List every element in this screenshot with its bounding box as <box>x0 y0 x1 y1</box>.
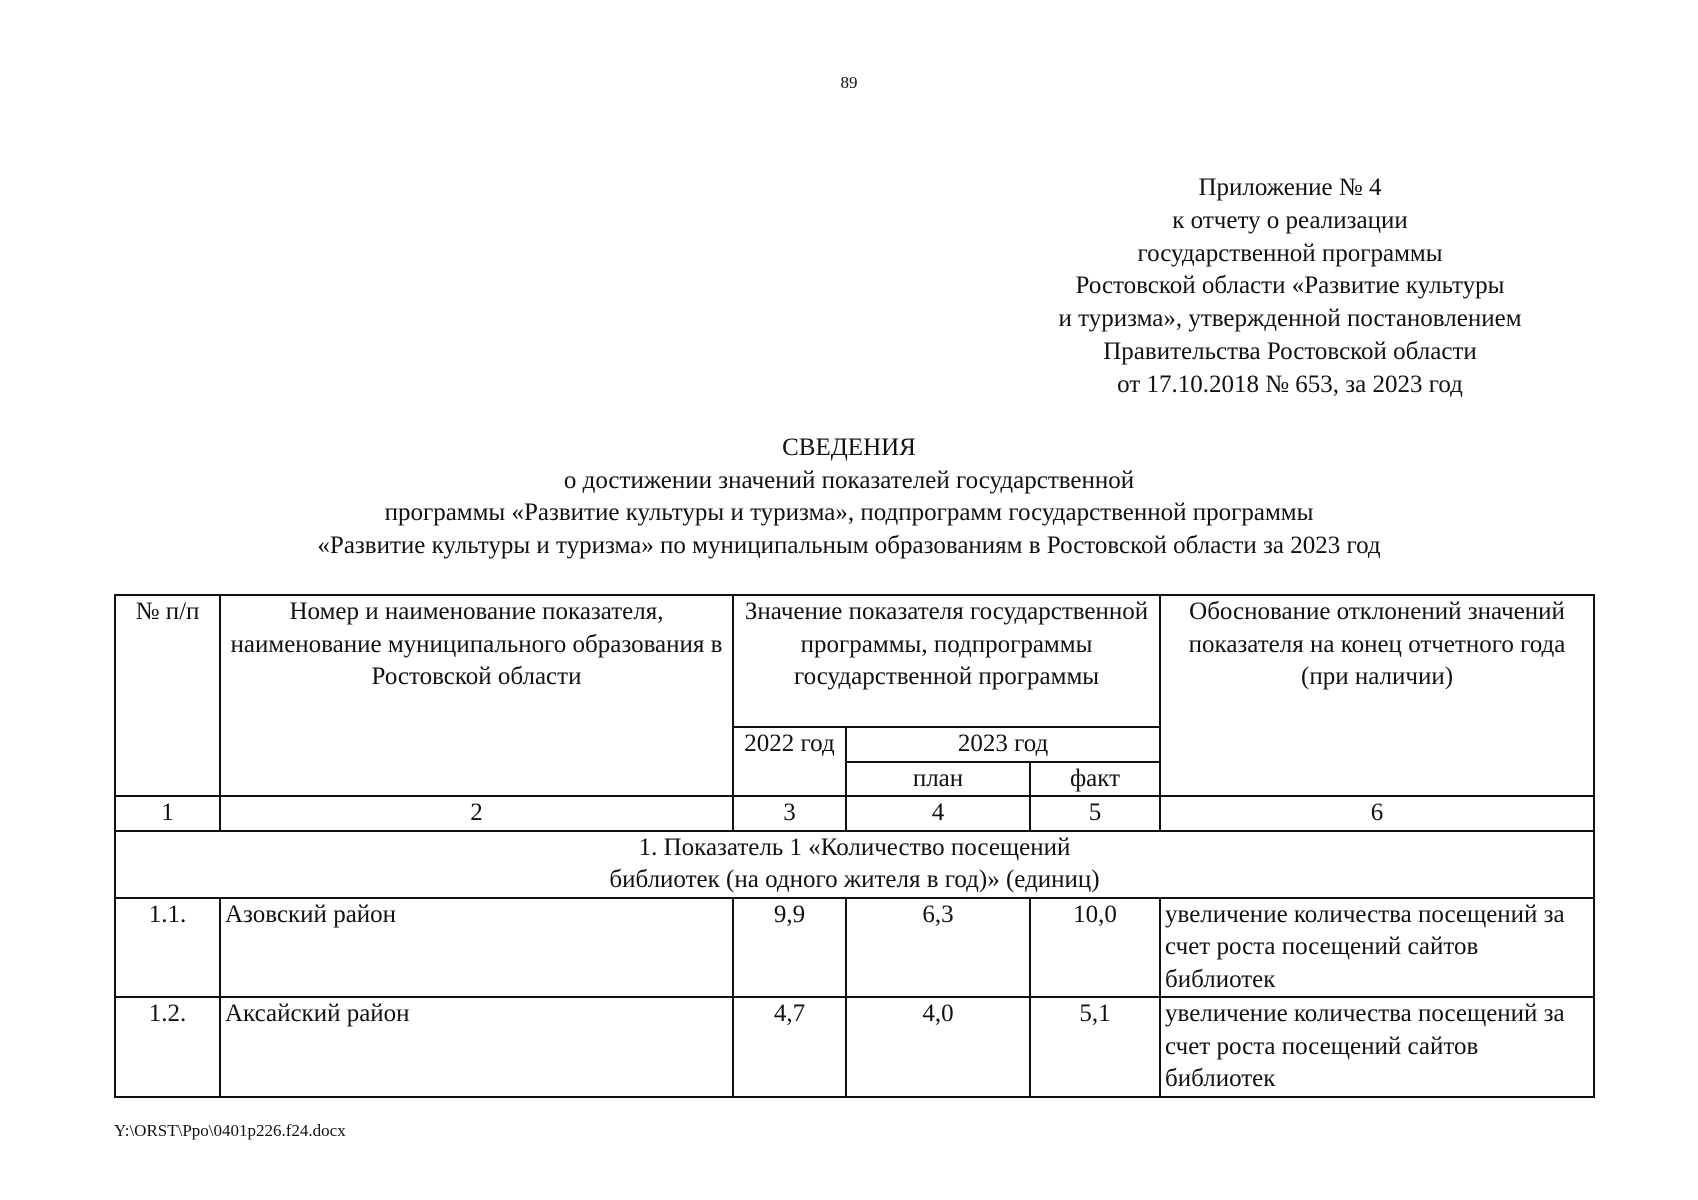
table-row <box>115 898 1594 998</box>
section-title-line: 1. Показатель 1 «Количество посещений <box>638 833 1071 861</box>
row-fact: 5,1 <box>1030 997 1160 1097</box>
header-name: Номер и наименование показателя, наименование муниципального образования в Ростовской области <box>220 595 733 796</box>
header-num: № п/п <box>115 595 220 796</box>
appendix-line: от 17.10.2018 № 653, за 2023 год <box>1117 370 1463 398</box>
row-note: увеличение количества посещений за счет роста посещений сайтов библиотек <box>1160 898 1594 998</box>
document-title <box>0 432 1698 562</box>
title-line: о достижении значений показателей государственной <box>563 466 1135 494</box>
page-number: 89 <box>840 73 858 92</box>
title-line: программы «Развитие культуры и туризма», подпрограмм государственной программы <box>384 499 1314 526</box>
column-number: 1 <box>115 796 220 831</box>
row-num: 1.2. <box>115 997 220 1097</box>
row-plan: 6,3 <box>846 898 1030 998</box>
column-numbers-row <box>115 796 1594 831</box>
row-note: увеличение количества посещений за счет роста посещений сайтов библиотек <box>1160 997 1594 1097</box>
row-fact: 10,0 <box>1030 898 1160 998</box>
header-year-2022: 2022 год <box>733 727 846 796</box>
appendix-block <box>1045 172 1535 402</box>
appendix-line: Правительства Ростовской области <box>1103 337 1477 365</box>
row-value-2022: 9,9 <box>733 898 846 998</box>
appendix-line: и туризма», утвержденной постановлением <box>1058 305 1522 333</box>
column-number: 2 <box>220 796 733 831</box>
column-number: 5 <box>1030 796 1160 831</box>
appendix-line: Ростовской области «Развитие культуры <box>1075 272 1505 300</box>
section-row <box>115 831 1594 898</box>
row-name: Аксайский район <box>220 997 733 1097</box>
header-plan: план <box>846 762 1030 797</box>
row-value-2022: 4,7 <box>733 997 846 1097</box>
file-path: Y:\ORST\Ppo\0401p226.f24.docx <box>114 1121 346 1140</box>
appendix-line: государственной программы <box>1137 239 1443 267</box>
table-row <box>115 997 1594 1097</box>
appendix-line: к отчету о реализации <box>1172 206 1408 234</box>
title-line: «Развитие культуры и туризма» по муниципальным образованиям в Ростовской области за 2023 год <box>317 531 1381 559</box>
column-number: 3 <box>733 796 846 831</box>
title-heading: СВЕДЕНИЯ <box>782 434 916 461</box>
row-num: 1.1. <box>115 898 220 998</box>
header-value-group: Значение показателя государственной программы, подпрограммы государственной программы <box>733 595 1160 727</box>
indicators-table <box>114 594 1595 1098</box>
row-name: Азовский район <box>220 898 733 998</box>
header-justification: Обоснование отклонений значений показателя на конец отчетного года (при наличии) <box>1160 595 1594 796</box>
section-title <box>115 831 1594 898</box>
row-plan: 4,0 <box>846 997 1030 1097</box>
section-title-line: библиотек (на одного жителя в год)» (единиц) <box>609 866 1100 893</box>
column-number: 6 <box>1160 796 1594 831</box>
header-year-2023: 2023 год <box>846 727 1160 762</box>
appendix-line: Приложение № 4 <box>1198 174 1382 201</box>
column-number: 4 <box>846 796 1030 831</box>
header-fact: факт <box>1030 762 1160 797</box>
